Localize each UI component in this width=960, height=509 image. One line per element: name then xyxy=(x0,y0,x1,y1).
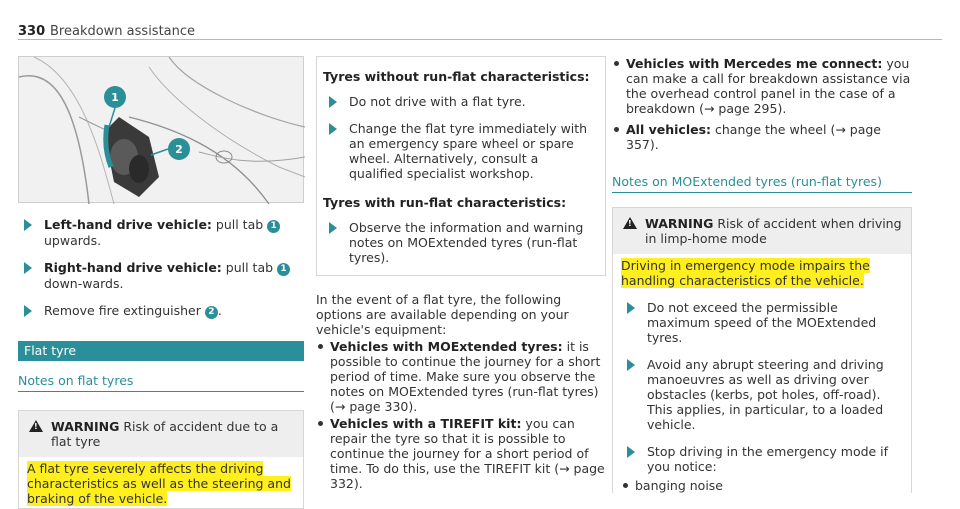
bullet-icon xyxy=(614,61,619,66)
step-speed-limit: Do not exceed the permissible maximum speed of the MOExtended tyres. xyxy=(621,300,903,345)
column-right xyxy=(612,56,912,493)
step-arrow-icon xyxy=(329,96,337,108)
subsection-title-notes: Notes on flat tyres xyxy=(18,373,304,392)
step-arrow-icon xyxy=(627,359,635,371)
warning-highlight: Driving in emergency mode impairs the handling characteristics of the vehicle. xyxy=(621,258,870,288)
step-arrow-icon xyxy=(329,123,337,135)
step-avoid-manoeuvres: Avoid any abrupt steering and driving manoeuvres as well as driving over obstacles (kerbs, pot holes, off-road). This applies, in particular, to a loaded vehicle. xyxy=(621,357,903,432)
warning-highlight: A flat tyre severely affects the driving characteristics as well as the steering and braking of the vehicle. xyxy=(27,461,291,506)
step-observe-notes: Observe the information and warning notes on MOExtended tyres (run-flat tyres). xyxy=(323,220,595,265)
list-item-mercedes-me: Vehicles with Mercedes me connect: you can make a call for breakdown assistance via the overhead control panel in the case of a breakdown (→ page 295). xyxy=(612,56,912,116)
step-remove-extinguisher: Remove fire extinguisher 2 . xyxy=(18,303,304,319)
step-arrow-icon xyxy=(627,302,635,314)
warning-triangle-icon xyxy=(29,420,43,432)
warning-box-limp-home xyxy=(612,207,912,493)
list-item-banging-noise: banging noise xyxy=(621,478,903,493)
page-number: 330 xyxy=(18,24,46,39)
callout-1: 1 xyxy=(111,91,119,104)
callout-1-badge: 1 xyxy=(277,263,290,276)
bullet-icon xyxy=(318,344,323,349)
box-title-without-runflat: Tyres without run-flat characteristics: xyxy=(323,69,590,84)
section-title-flat-tyre: Flat tyre xyxy=(18,341,304,361)
column-left xyxy=(18,56,304,509)
seat-fire-extinguisher-figure xyxy=(18,56,304,203)
bullet-icon xyxy=(623,483,628,488)
bullet-icon xyxy=(318,421,323,426)
step-arrow-icon xyxy=(24,219,32,231)
list-item-all-vehicles: All vehicles: change the wheel (→ page 357). xyxy=(612,122,912,152)
bullet-icon xyxy=(614,127,619,132)
warning-body xyxy=(613,254,911,493)
options-intro: In the event of a flat tyre, the following options are available depending on your vehicle's equipment: xyxy=(316,292,569,337)
seat-illustration xyxy=(19,57,305,204)
callout-2-badge: 2 xyxy=(205,306,218,319)
tyre-info-box xyxy=(316,56,606,276)
step-arrow-icon xyxy=(24,262,32,274)
column-middle xyxy=(316,56,606,491)
box-title-with-runflat: Tyres with run-flat characteristics: xyxy=(323,195,567,210)
step-stop-driving: Stop driving in the emergency mode if you notice: xyxy=(621,444,903,474)
list-item-tirefit: Vehicles with a TIREFIT kit: you can repair the tyre so that it is possible to continue the journey for a short period of time. To do this, use the TIREFIT kit (→ page 332). xyxy=(316,416,606,491)
warning-box-flat-tyre xyxy=(18,410,304,509)
step-left-hand-drive: Left-hand drive vehicle: pull tab 1 upwards. xyxy=(18,217,304,248)
warning-header: ! WARNING Risk of accident due to a flat tyre xyxy=(19,411,303,457)
step-arrow-icon xyxy=(24,305,32,317)
step-arrow-icon xyxy=(329,222,337,234)
list-item-moextended: Vehicles with MOExtended tyres: it is possible to continue the journey for a short period of time. Make sure you observe the notes on MOExtended tyres (run-flat tyres) (→ page 330). xyxy=(316,339,606,414)
warning-triangle-icon xyxy=(623,217,637,229)
callout-2: 2 xyxy=(175,143,183,156)
step-change-tyre: Change the flat tyre immediately with an emergency spare wheel or spare wheel. Alternatively, consult a qualified specialist workshop. xyxy=(323,121,595,181)
callout-1-badge: 1 xyxy=(267,220,280,233)
step-right-hand-drive: Right-hand drive vehicle: pull tab 1 down-wards. xyxy=(18,260,304,291)
step-do-not-drive: Do not drive with a flat tyre. xyxy=(323,94,595,109)
step-arrow-icon xyxy=(627,446,635,458)
warning-body xyxy=(19,457,303,508)
section-name: Breakdown assistance xyxy=(50,24,196,39)
page-header xyxy=(18,4,942,40)
warning-header: ! WARNING Risk of accident when driving in limp-home mode xyxy=(613,208,911,254)
subsection-title-moextended: Notes on MOExtended tyres (run-flat tyres) xyxy=(612,174,912,193)
